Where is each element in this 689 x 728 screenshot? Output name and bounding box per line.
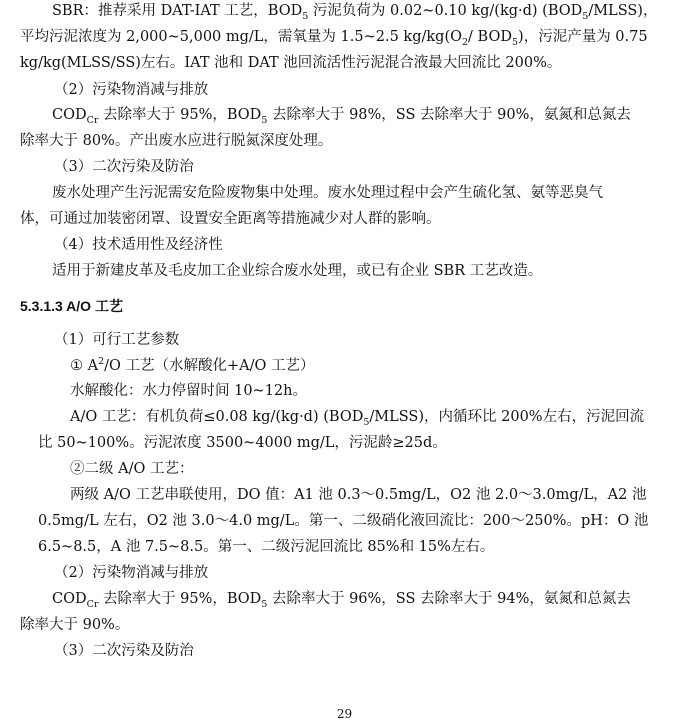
text-seg: 平均污泥浓度为 2,000~5,000 mg/L，需氧量为 1.5~2.5 $kg/kg(O_2/$ $BOD_5$)，污泥产量为 0.75 <box>20 29 648 48</box>
s2-text-line-1 <box>52 105 689 125</box>
s2-text-line-2: 除率大于 80%。产出废水应进行脱氮深度处理。 <box>20 133 333 149</box>
ao-process-line-1 <box>70 407 665 427</box>
ao-p2-line-2: 除率大于 90%。 <box>20 617 130 633</box>
ao-p1-heading: （1）可行工艺参数 <box>54 332 180 348</box>
sbr-params-line-3: kg/kg(MLSS/SS)左右。IAT 池和 DAT 池回流活性污泥混合液最大回流比 200%。 <box>20 55 562 71</box>
page-number: 29 <box>336 707 353 721</box>
ao-process-line-2: 比 50~100%。污泥浓度 3500~4000 mg/L，污泥龄≥25d。 <box>38 435 447 451</box>
ao-p2-line-1 <box>52 589 689 609</box>
text-seg: $COD_{Cr}$ 去除率大于 95%，$BOD_5$ 去除率大于 98%，SS 去除率大于 90%，氨氮和总氮去 <box>52 107 631 126</box>
s3-text-line-1: 废水处理产生污泥需安危险废物集中处理。废水处理过程中会产生硫化氢、氨等恶臭气 <box>52 185 603 201</box>
two-stage-line-2: 0.5mg/L 左右，O2 池 3.0～4.0 mg/L。第一、二级硝化液回流比：200～250%。pH：O 池 <box>38 513 649 529</box>
ao-item-1 <box>70 356 689 376</box>
ao-p2-heading: （2）污染物消减与排放 <box>54 565 209 581</box>
text-seg: $COD_{Cr}$ 去除率大于 95%，$BOD_5$ 去除率大于 96%，SS 去除率大于 94%，氨氮和总氮去 <box>52 591 631 610</box>
s3-heading: （3）二次污染及防治 <box>54 159 194 175</box>
s4-text: 适用于新建皮革及毛皮加工企业综合废水处理，或已有企业 SBR 工艺改造。 <box>52 263 543 279</box>
s3-text-line-2: 体，可通过加装密闭罩、设置安全距离等措施减少对人群的影响。 <box>20 211 441 227</box>
two-stage-line-1: 两级 A/O 工艺串联使用，DO 值：A1 池 0.3～0.5mg/L，O2 池 2.0～3.0mg/L，A2 池 <box>70 487 647 503</box>
s4-heading: （4）技术适用性及经济性 <box>54 237 223 253</box>
two-stage-line-3: 6.5~8.5，A 池 7.5~8.5。第一、二级污泥回流比 85%和 15%左右。 <box>38 539 495 555</box>
sbr-params-line-1 <box>52 1 665 21</box>
text-seg: SBR：推荐采用 DAT-IAT 工艺，$BOD_5$ 污泥负荷为 0.02~0.10 kg/(kg·d) $(BOD_5/MLSS)$， <box>52 3 658 22</box>
sbr-params-line-2 <box>20 27 665 47</box>
text-seg: A/O 工艺：有机负荷≤0.08 kg/(kg·d) $(BOD_5/MLSS)$，内循环比 200%左右，污泥回流 <box>70 409 645 428</box>
ao-p3-heading: （3）二次污染及防治 <box>54 643 194 659</box>
ao-item-2: ②二级 A/O 工艺： <box>70 461 194 477</box>
text-seg: ① $A^2/O$ 工艺（水解酸化+A/O 工艺） <box>70 356 315 374</box>
section-title: 5.3.1.3 A/O 工艺 <box>20 298 123 314</box>
s2-heading: （2）污染物消减与排放 <box>54 82 209 98</box>
ao-hydrolysis: 水解酸化：水力停留时间 10~12h。 <box>70 383 307 399</box>
